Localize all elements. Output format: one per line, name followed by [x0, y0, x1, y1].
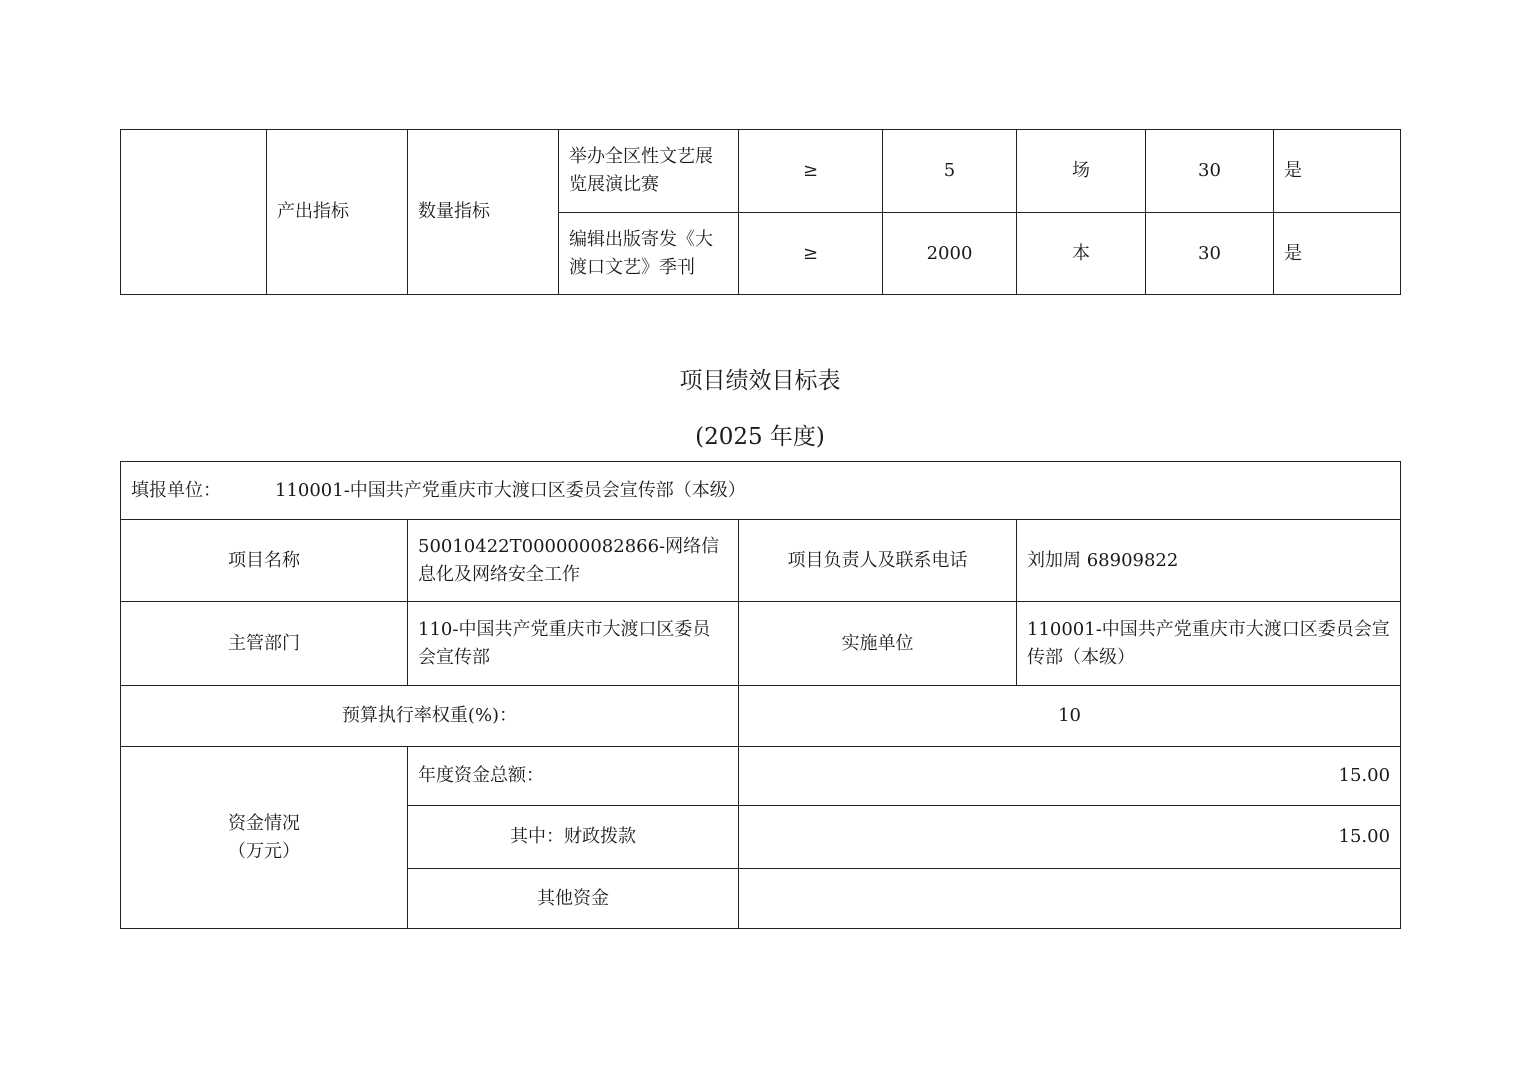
- funds-label-line2: （万元）: [228, 840, 300, 862]
- fiscal-funds-label: 其中：财政拨款: [408, 806, 739, 869]
- total-funds-label: 年度资金总额：: [408, 747, 739, 806]
- budget-weight-label: 预算执行率权重(%)：: [121, 686, 739, 747]
- indicator-operator: ≥: [739, 213, 883, 295]
- page-title: 项目绩效目标表: [679, 368, 841, 394]
- reporting-unit-cell: [121, 462, 1401, 520]
- impl-value: 110001-中国共产党重庆市大渡口区委员会宣传部（本级）: [1017, 602, 1401, 686]
- funds-label: [121, 747, 408, 929]
- contact-label: 项目负责人及联系电话: [739, 520, 1017, 602]
- indicator-value: 5: [883, 130, 1017, 213]
- indicator-name: 举办全区性文艺展览展演比赛: [559, 130, 739, 213]
- impl-label: 实施单位: [739, 602, 1017, 686]
- indicator-core: 是: [1274, 213, 1401, 295]
- table-row: [121, 520, 1401, 602]
- indicator-weight: 30: [1146, 213, 1274, 295]
- project-name-label: 项目名称: [121, 520, 408, 602]
- table-row: [121, 130, 1401, 213]
- indicator-unit: 本: [1017, 213, 1146, 295]
- indicator-core: 是: [1274, 130, 1401, 213]
- contact-value: 刘加周 68909822: [1017, 520, 1401, 602]
- funds-label-line1: 资金情况: [228, 812, 300, 834]
- dept-label: 主管部门: [121, 602, 408, 686]
- reporting-unit-label: 填报单位：: [131, 479, 221, 501]
- other-funds-label: 其他资金: [408, 869, 739, 929]
- project-name-value: 50010422T000000082866-网络信息化及网络安全工作: [408, 520, 739, 602]
- dept-value: 110-中国共产党重庆市大渡口区委员会宣传部: [408, 602, 739, 686]
- indicator-name: 编辑出版寄发《大渡口文艺》季刊: [559, 213, 739, 295]
- level1-indicator: 产出指标: [267, 130, 408, 295]
- total-funds-value: 15.00: [739, 747, 1401, 806]
- table-row: [121, 602, 1401, 686]
- other-funds-value: [739, 869, 1401, 929]
- indicator-weight: 30: [1146, 130, 1274, 213]
- performance-table: [120, 461, 1401, 929]
- indicator-operator: ≥: [739, 130, 883, 213]
- table-row: [121, 747, 1401, 806]
- indicator-value: 2000: [883, 213, 1017, 295]
- page-subtitle: (2025 年度): [695, 424, 825, 450]
- indicator-table: [120, 129, 1401, 295]
- table-row: [121, 686, 1401, 747]
- fiscal-funds-value: 15.00: [739, 806, 1401, 869]
- level2-indicator: 数量指标: [408, 130, 559, 295]
- indicator-unit: 场: [1017, 130, 1146, 213]
- reporting-unit-value: 110001-中国共产党重庆市大渡口区委员会宣传部（本级）: [275, 479, 746, 501]
- table-row: [121, 462, 1401, 520]
- empty-cell: [121, 130, 267, 295]
- budget-weight-value: 10: [739, 686, 1401, 747]
